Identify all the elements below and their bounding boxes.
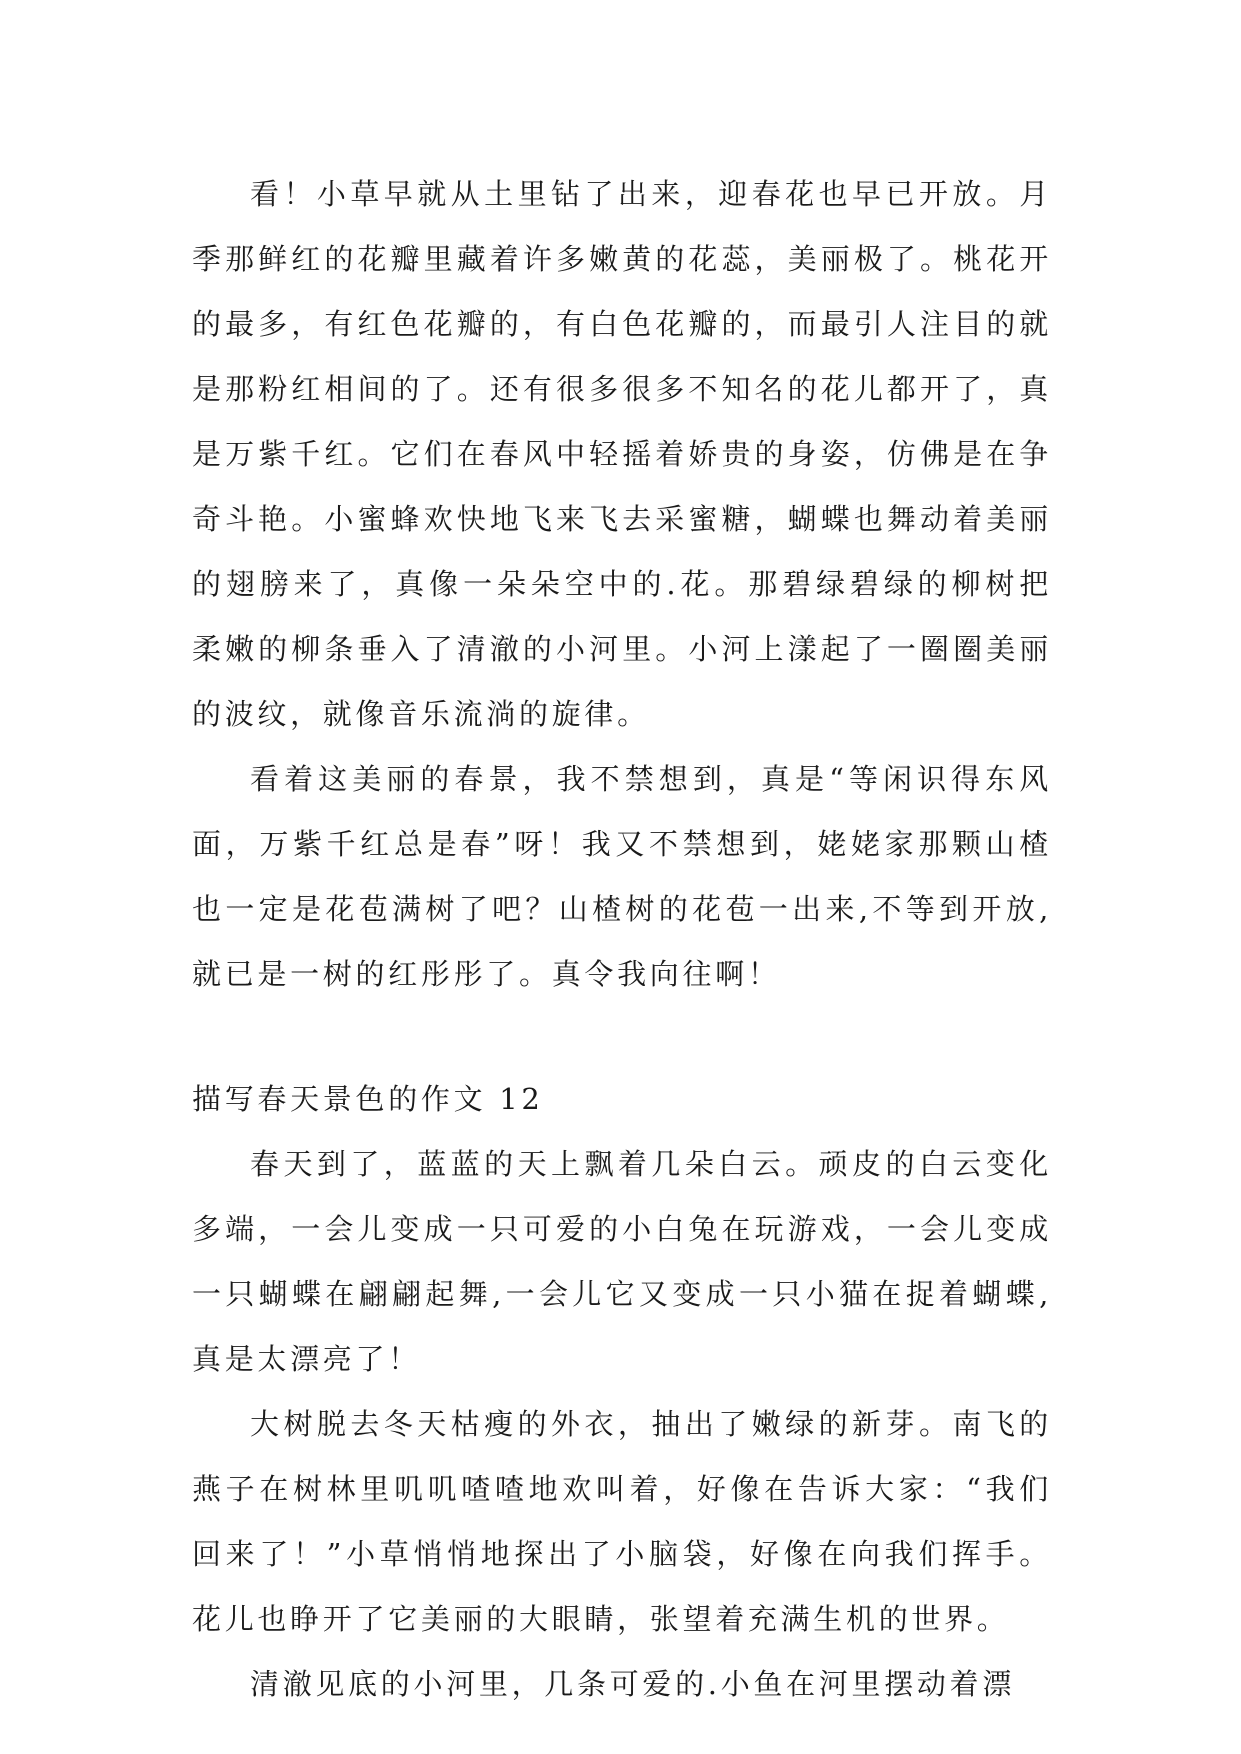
paragraph: 看着这美丽的春景，我不禁想到，真是“等闲识得东风面，万紫千红总是春”呀！我又不禁想到，姥姥家那颗山楂也一定是花苞满树了吧？山楂树的花苞一出来,不等到开放,就已是一树的红彤彤了。真令我向往啊！ <box>192 762 1052 991</box>
paragraph: 清澈见底的小河里，几条可爱的.小鱼在河里摆动着漂 <box>250 1667 1016 1701</box>
paragraph: 看！小草早就从土里钻了出来，迎春花也早已开放。月季那鲜红的花瓣里藏着许多嫩黄的花蕊，美丽极了。桃花开的最多，有红色花瓣的，有白色花瓣的，而最引人注目的就是那粉红相间的了。还有很多很多不知名的花儿都开了，真是万紫千红。它们在春风中轻摇着娇贵的身姿，仿佛是在争奇斗艳。小蜜蜂欢快地飞来飞去采蜜糖，蝴蝶也舞动着美丽的翅膀来了，真像一朵朵空中的.花。那碧绿碧绿的柳树把柔嫩的柳条垂入了清澈的小河里。小河上漾起了一圈圈美丽的波纹，就像音乐流淌的旋律。 <box>192 177 1052 731</box>
paragraph: 春天到了，蓝蓝的天上飘着几朵白云。顽皮的白云变化多端，一会儿变成一只可爱的小白兔在玩游戏，一会儿变成一只蝴蝶在翩翩起舞,一会儿它又变成一只小猫在捉着蝴蝶,真是太漂亮了！ <box>192 1147 1052 1376</box>
section-heading: 描写春天景色的作文 12 <box>192 1082 544 1116</box>
text-column <box>192 162 1052 1717</box>
paragraph: 大树脱去冬天枯瘦的外衣，抽出了嫩绿的新芽。南飞的燕子在树林里叽叽喳喳地欢叫着，好像在告诉大家：“我们回来了！”小草悄悄地探出了小脑袋，好像在向我们挥手。花儿也睁开了它美丽的大眼睛，张望着充满生机的世界。 <box>192 1407 1052 1636</box>
